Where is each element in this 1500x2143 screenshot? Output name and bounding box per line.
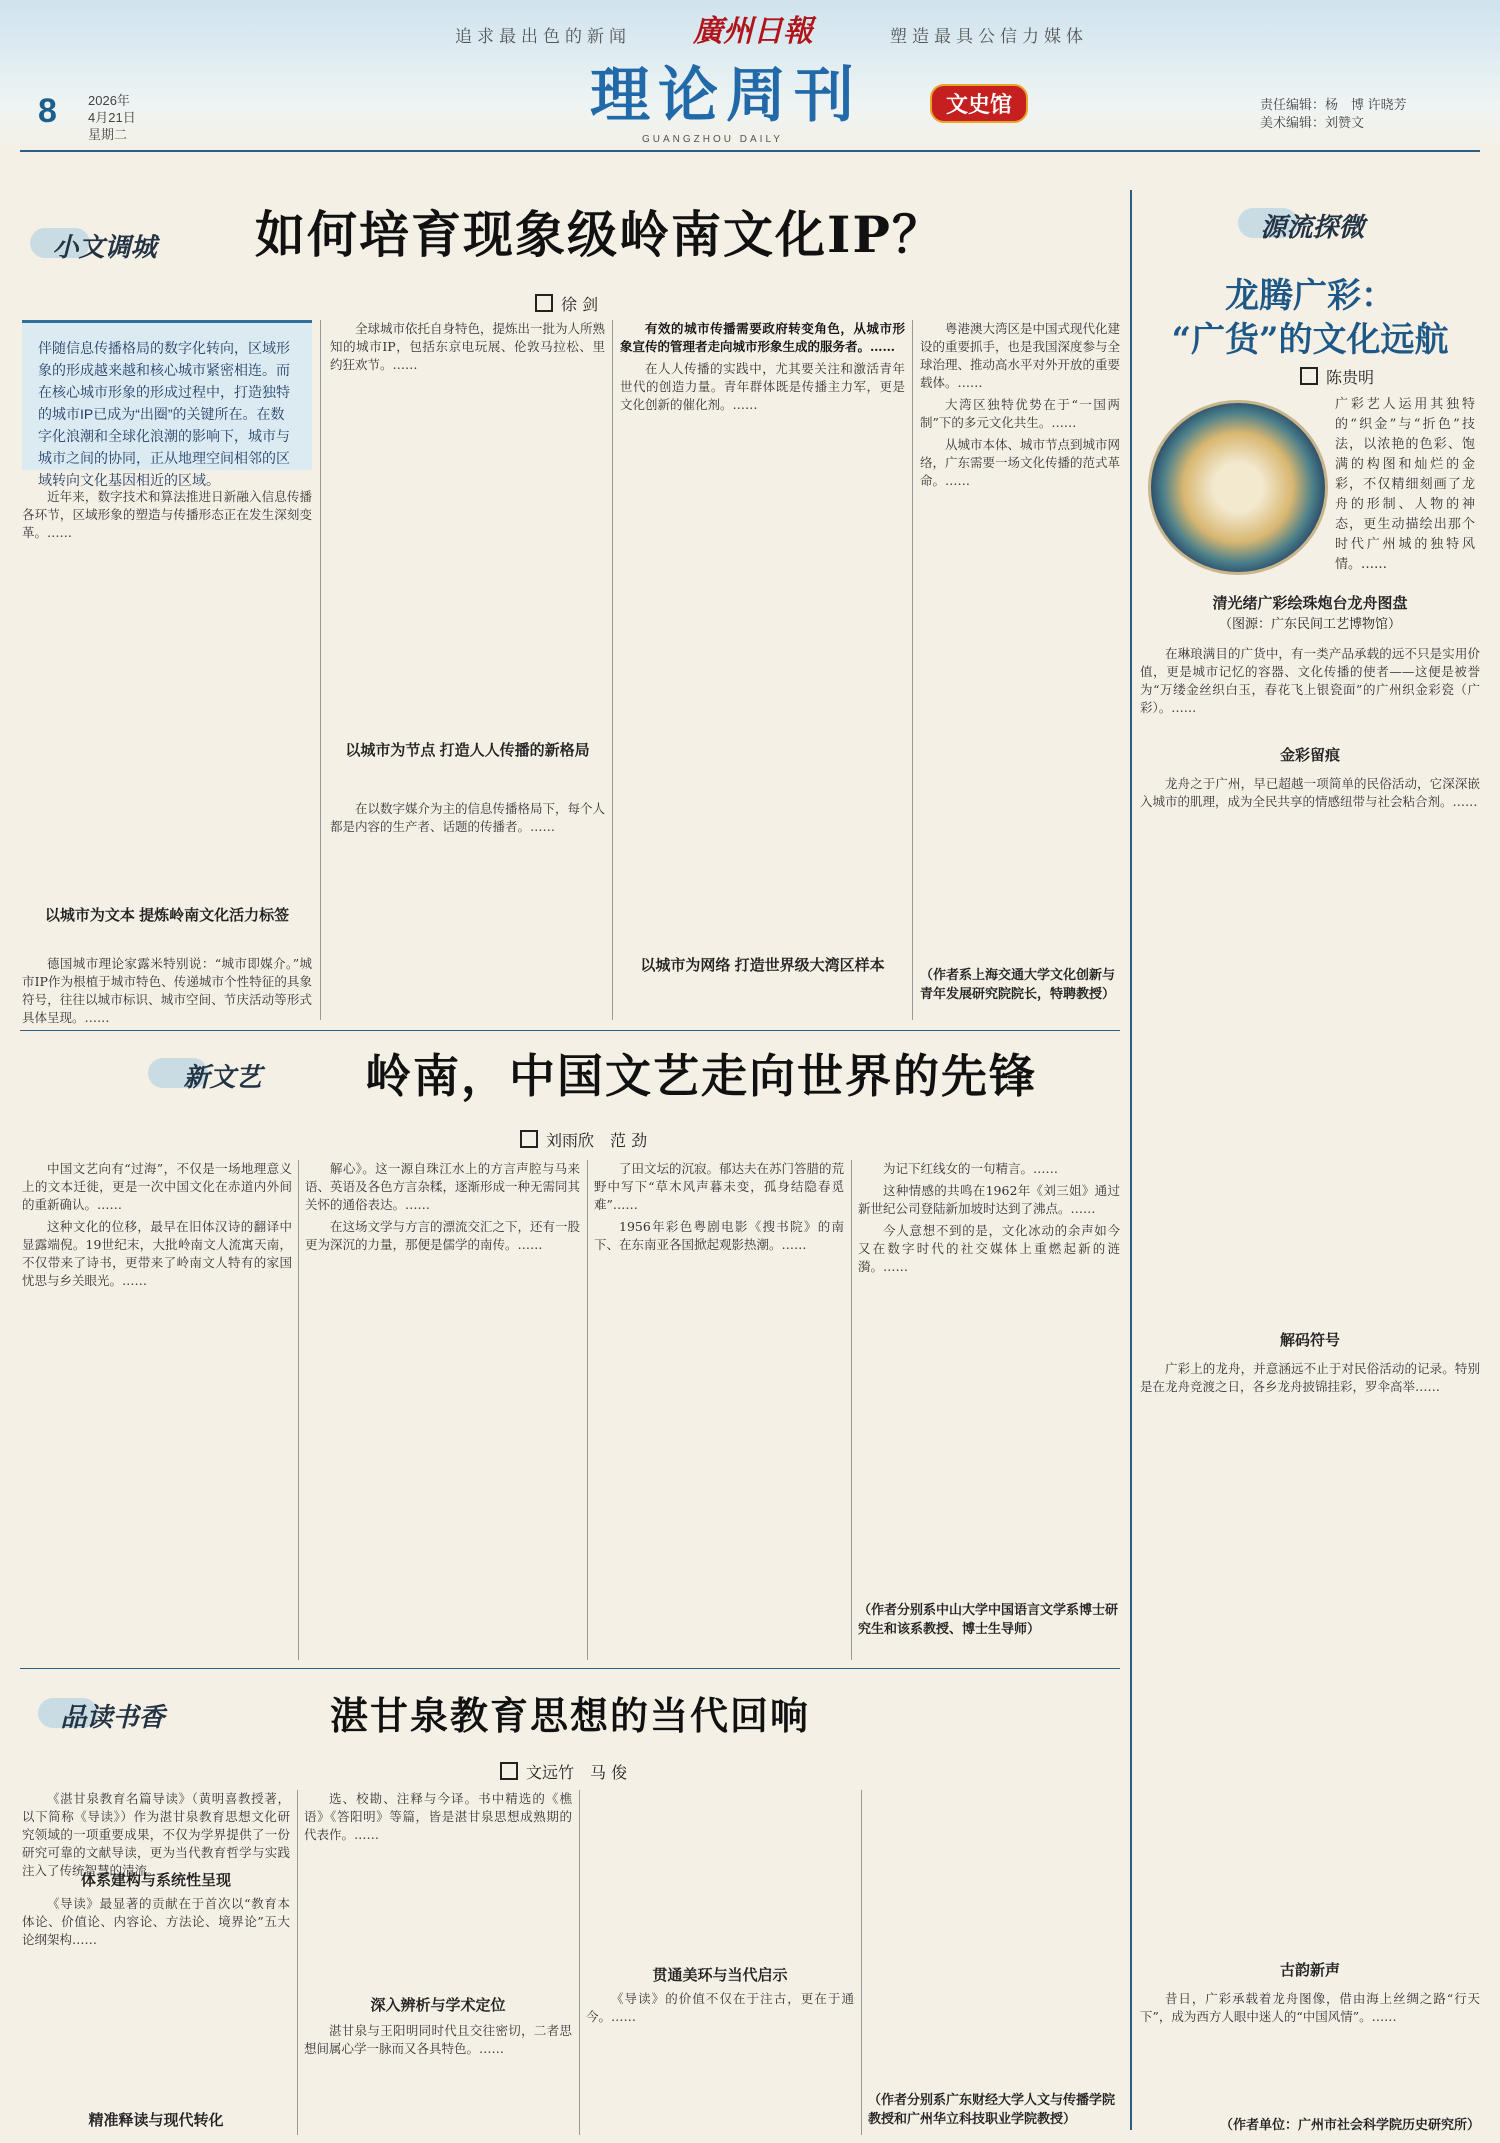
column-tag: 源流探微 <box>1230 190 1395 260</box>
article-body: 《导读》的价值不仅在于注古，更在于通今。…… <box>586 1991 854 2024</box>
column-divider <box>851 1160 852 1660</box>
article-body: 湛甘泉与王阳明同时代且交往密切，二者思想间属心学一脉而又各具特色。…… <box>304 2023 572 2056</box>
column-divider <box>612 320 613 1020</box>
column-divider <box>297 1790 298 2135</box>
column-divider <box>587 1160 588 1660</box>
section-heading: 精准释读与现代转化 <box>88 2112 224 2129</box>
author-note: （作者分别系中山大学中国语言文学系博士研究生和该系教授、博士生导师） <box>858 1602 1119 1636</box>
article-body: 了田文坛的沉寂。郁达夫在苏门答腊的荒野中写下“草木风声暮未变，孤身结隐春觅难”…… 1956年彩色粤剧电影《搜书院》的南下、在东南亚各国掀起观影热潮。…… <box>594 1161 845 1252</box>
article-body: 中国文艺向有“过海”，不仅是一场地理意义上的文本迁徙，更是一次中国文化在赤道内外间的重新确认。…… 这种文化的位移，最早在旧体汉诗的翻译中显露端倪。19世纪末，大批岭南文人流寓天南，不仅带来了诗书，更带来了岭南文人特有的家国忧思与乡关眼光。…… <box>22 1161 292 1288</box>
article-body: 《导读》最显著的贡献在于首次以“教育本体论、价值论、内容论、方法论、境界论”五大论纲架构…… <box>22 1896 290 1947</box>
column-tag: 小文调城 <box>22 210 187 280</box>
masthead-rule <box>20 150 1480 152</box>
brand-logo: 廣州日報 <box>693 14 813 49</box>
article-body: 有效的城市传播需要政府转变角色，从城市形象宣传的管理者走向城市形象生成的服务者。…… 在人人传播的实践中，尤其要关注和激活青年世代的创造力量。青年群体既是传播主力军，更是文化创新的催化剂。…… <box>620 321 905 412</box>
article-title: 如何培育现象级岭南文化IP？ <box>255 205 944 264</box>
article-title: 湛甘泉教育思想的当代回响 <box>330 1693 811 1738</box>
section-heading: 以城市为节点 打造人人传播的新格局 <box>345 742 590 759</box>
sidebar-body: 龙舟之于广州，早已超越一项简单的民俗活动，它深深嵌入城市的肌理，成为全民共享的情感纽带与社会粘合剂。…… <box>1140 776 1480 809</box>
column-divider <box>320 320 321 1020</box>
sidebar-title-line2: “广货”的文化远航 <box>1171 320 1449 360</box>
section-heading: 体系建构与系统性呈现 <box>80 1872 231 1889</box>
sidebar-author: 陈贵明 <box>1300 365 1374 388</box>
page-number: 8 <box>38 92 57 130</box>
section-heading: 古韵新声 <box>1279 1962 1340 1979</box>
article-body: 《湛甘泉教育名篇导读》（黄明喜教授著，以下简称《导读》）作为湛甘泉教育思想文化研究领域的一项重要成果，不仅为学界提供了一份研究可靠的文献导读，更为当代教育哲学与实践注入了传统智慧的清流。 <box>22 1791 290 1878</box>
article-body: 粤港澳大湾区是中国式现代化建设的重要抓手，也是我国深度参与全球治理、推动高水平对外开放的重要载体。…… 大湾区独特优势在于“一国两制”下的多元文化共生。…… 从城市本体、城市节点到城市网络，广东需要一场文化传播的范式革命。…… <box>920 321 1121 488</box>
article-body: 全球城市依托自身特色，提炼出一批为人所熟知的城市IP，包括东京电玩展、伦敦马拉松、里约狂欢节。…… <box>330 321 606 372</box>
author-note: （作者分别系广东财经大学人文与传播学院教授和广州华立科技职业学院教授） <box>868 2092 1116 2126</box>
masthead <box>0 0 1500 150</box>
section-badge: 文史馆 <box>930 84 1028 123</box>
dragon-boat-plate-image <box>1148 400 1328 575</box>
article-intro: 伴随信息传播格局的数字化转向，区域形象的形成越来越和核心城市紧密相连。而在核心城市形象的形成过程中，打造独特的城市IP已成为“出圈”的关键所在。在数字化浪潮和全球化浪潮的影响下，城市与城市之间的协同，正从地理空间相邻的区域转向文化基因相近的区域。 <box>22 320 312 470</box>
sidebar-intro: 广彩艺人运用其独特的“织金”与“折色”技法，以浓艳的色彩、饱满的构图和灿烂的金彩，不仅精细刻画了龙舟的形制、人物的神态，更生动描绘出那个时代广州城的独特风情。…… <box>1335 397 1475 572</box>
editor-credits: 责任编辑：杨 博 许晓芳 美术编辑：刘赞文 <box>1260 97 1407 130</box>
column-divider <box>298 1160 299 1660</box>
column-divider <box>579 1790 580 2135</box>
section-rule <box>20 1668 1120 1669</box>
sidebar-body: 昔日，广彩承载着龙舟图像，借由海上丝绸之路“行天下”，成为西方人眼中迷人的“中国风情”。…… <box>1140 1991 1480 2024</box>
article-body: 在以数字媒介为主的信息传播格局下，每个人都是内容的生产者、话题的传播者。…… <box>330 801 606 834</box>
page-subtitle: GUANGZHOU DAILY <box>642 134 783 145</box>
image-caption: 清光绪广彩绘珠炮台龙舟图盘 （图源：广东民间工艺博物馆） <box>1212 595 1408 631</box>
article-author: 文远竹 马 俊 <box>500 1760 627 1783</box>
article-body: 解心》。这一源自珠江水上的方言声腔与马来语、英语及各色方言杂糅，逐渐形成一种无需同其关怀的通俗表达。…… 在这场文学与方言的漂流交汇之下，还有一股更为深沉的力量，那便是儒学的南传。…… <box>305 1161 581 1252</box>
section-heading: 以城市为网络 打造世界级大湾区样本 <box>640 957 885 974</box>
article-author: 徐 剑 <box>535 292 598 315</box>
section-heading: 以城市为文本 提炼岭南文化活力标签 <box>44 907 290 924</box>
column-divider <box>861 1790 862 2135</box>
section-rule <box>20 1030 1120 1031</box>
author-note: （作者单位：广州市社会科学院历史研究所） <box>1219 2117 1480 2132</box>
column-tag: 品读书香 <box>30 1680 195 1750</box>
slogan-left: 追求最出色的新闻 <box>455 27 631 46</box>
column-tag: 新文艺 <box>140 1040 305 1110</box>
section-heading: 深入辨析与学术定位 <box>370 1997 506 2014</box>
article-author: 刘雨欣 范 劲 <box>520 1128 647 1151</box>
article-body: 选、校勘、注释与今译。书中精选的《樵语》《答阳明》等篇，皆是湛甘泉思想成熟期的代表作。…… <box>304 1791 572 1842</box>
article-body: 为记下红线女的一句精言。…… 这种情感的共鸣在1962年《刘三姐》通过新世纪公司登陆新加坡时达到了沸点。…… 今人意想不到的是，文化冰动的余声如今又在数字时代的社交媒体上重燃起新的涟漪。…… <box>858 1161 1120 1274</box>
author-note: （作者系上海交通大学文化创新与青年发展研究院院长，特聘教授） <box>920 967 1116 1001</box>
issue-date: 2026年 4月21日 星期二 <box>88 93 136 142</box>
article-body: 近年来，数字技术和算法推进日新融入信息传播各环节，区域形象的塑造与传播形态正在发生深刻变革。…… <box>22 489 312 540</box>
article-title: 岭南，中国文艺走向世界的先锋 <box>365 1049 1037 1103</box>
sidebar-title-line1: 龙腾广彩： <box>1225 276 1395 316</box>
page-title: 理论周刊 <box>590 61 862 131</box>
article-body: 德国城市理论家露米特别说：“城市即媒介。”城市IP作为根植于城市特色、传递城市个性特征的具象符号，往往以城市标识、城市空间、节庆活动等形式具体呈现。…… <box>22 956 312 1025</box>
slogan-right: 塑造最具公信力媒体 <box>890 27 1088 46</box>
sidebar-body: 在琳琅满目的广货中，有一类产品承载的远不只是实用价值，更是城市记忆的容器、文化传播的使者——这便是被誉为“万缕金丝织白玉，春花飞上银瓷面”的广州织金彩瓷（广彩）。…… <box>1140 646 1480 715</box>
sidebar-body: 广彩上的龙舟，并意涵远不止于对民俗活动的记录。特别是在龙舟竞渡之日，各乡龙舟披锦挂彩，罗伞高举…… <box>1140 1361 1480 1394</box>
section-heading: 解码符号 <box>1279 1332 1340 1349</box>
section-heading: 贯通美环与当代启示 <box>652 1967 788 1984</box>
column-divider <box>912 320 913 1020</box>
section-heading: 金彩留痕 <box>1279 747 1340 764</box>
